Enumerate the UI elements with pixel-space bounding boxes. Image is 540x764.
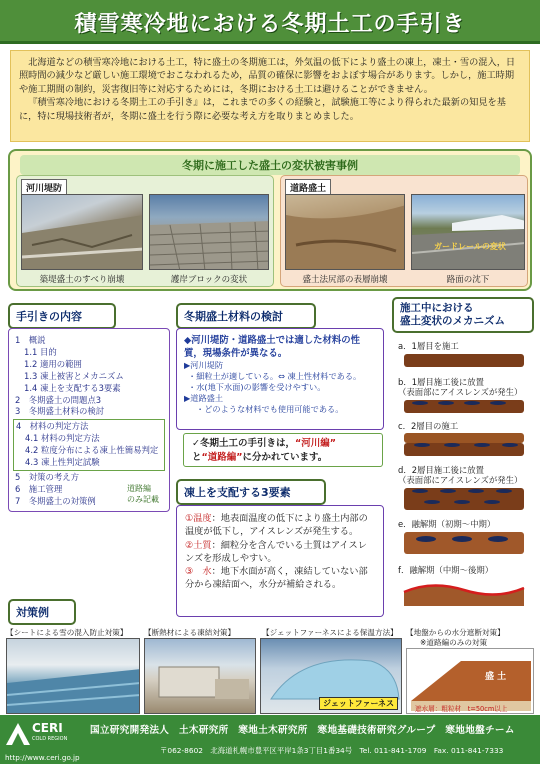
toc-item: 1.3 凍上被害とメカニズム <box>24 370 124 381</box>
frost-factor-label: ③ 水 <box>185 566 212 578</box>
ice-lens-icon <box>502 443 518 447</box>
toc-item: 5 対策の考え方 <box>15 471 79 482</box>
frost-factor-text: ：細粒分を含んでいる土質はアイスレンズを形成しやすい。 <box>185 539 367 564</box>
jet-furnace-label: ジェットファーネス <box>319 697 398 710</box>
ceri-logo-text: CERI <box>32 721 63 735</box>
mechanism-heading-line: 施工中における <box>400 302 474 314</box>
ice-lens-icon <box>412 401 428 405</box>
editions-text: と <box>192 452 202 463</box>
organization-name: 国立研究開発法人 土木研究所 寒地土木研究所 寒地基礎技術研究グループ 寒地地盤チーム <box>90 725 515 736</box>
layer-diagram-c-top <box>404 433 524 443</box>
frost-heading: 凍上を支配する3要素 <box>176 479 326 505</box>
ceri-logo-sub: COLD REGION <box>32 736 68 742</box>
ice-lens-icon <box>488 536 508 542</box>
toc-item: 4.3 凍上性判定試験 <box>25 457 100 468</box>
river-dike-tag: 河川堤防 <box>21 179 67 196</box>
toc-road-note-line: のみ記載 <box>127 495 159 504</box>
mechanism-section <box>392 297 534 627</box>
layer-diagram-b <box>404 400 524 413</box>
frost-factor-temperature <box>185 512 375 539</box>
layer-diagram-a <box>404 354 524 367</box>
toc-item: 4.1 材料の判定方法 <box>25 433 100 444</box>
ice-lens-icon <box>440 489 456 493</box>
road-settlement-photo <box>411 194 525 270</box>
mechanism-heading <box>392 297 534 333</box>
ice-lens-icon <box>474 443 490 447</box>
frost-factors-box <box>176 505 384 617</box>
ice-lens-icon <box>496 489 512 493</box>
insulation-photo <box>144 638 256 714</box>
toc-item: 1 概説 <box>15 335 46 345</box>
ice-lens-icon <box>468 489 484 493</box>
toc-road-only-group <box>13 419 165 471</box>
toc-item: 1.4 凍上を支配する3要素 <box>24 382 121 393</box>
toc-box <box>8 328 170 512</box>
ice-lens-icon <box>454 500 470 504</box>
toc-heading: 手引きの内容 <box>8 303 116 329</box>
toc-item: 1.1 目的 <box>24 346 57 357</box>
material-river: ▶河川堤防 <box>184 360 224 370</box>
revetment-block-photo <box>149 194 269 270</box>
organization-address: 〒062-8602 北海道札幌市豊平区平岸1条3丁目1番34号 Tel. 011-841-1709 Fax. 011-841-7333 <box>160 746 504 755</box>
material-road-1: ・どのような材料でも使用可能である。 <box>196 404 344 414</box>
intro-box <box>10 50 530 142</box>
toc-item: 6 施工管理 <box>15 483 63 494</box>
editions-river: “河川編” <box>294 438 336 449</box>
caption-slope-failure: 盛土法尻部の表層崩壊 <box>302 275 388 285</box>
frost-factor-label: ②土質 <box>185 539 212 551</box>
river-dike-panel <box>16 175 274 287</box>
countermeasure-furnace-label: 【ジェットファーネスによる保温方法】 <box>262 628 398 637</box>
editions-text: ✓冬期土工の手引きは， <box>192 438 295 449</box>
stage-b-note: （表面部にアイスレンズが発生） <box>398 387 523 397</box>
countermeasure-water-note: ※道路編のみの対策 <box>420 638 488 647</box>
frost-factor-water <box>185 565 375 592</box>
ice-lens-icon <box>412 489 428 493</box>
road-embankment-panel <box>280 175 528 287</box>
mechanism-heading-line: 盛土変状のメカニズム <box>400 315 505 327</box>
ice-lens-icon <box>464 401 480 405</box>
ice-lens-icon <box>424 500 440 504</box>
intro-paragraph-1: 北海道などの積雪寒冷地における土工，特に盛土の冬期施工は，外気温の低下により盛土の凍上，凍土・雪の混入，日照時間の減少など厳しい施工環境でおこなわれるため，品質の確保に影響をおよぼす場合があります。しかし，施工時期や施工期間の制約，災害復旧等に対応するためには，冬期における土工は避けることができません。 <box>19 57 516 95</box>
toc-item: 4.2 粒度分布による凍上性簡易判定 <box>25 445 159 456</box>
header-bar <box>0 0 540 44</box>
toc-item: 1.2 適用の範囲 <box>24 358 82 369</box>
editions-text: に分かれています。 <box>242 452 328 463</box>
toc-road-note-line: 道路編 <box>127 484 151 493</box>
damage-section-title: 冬期に施工した盛土の変状被害事例 <box>20 155 520 175</box>
material-river-2: ・水(地下水面)の影響を受けやすい。 <box>188 382 326 392</box>
countermeasure-heading: 対策例 <box>8 599 76 625</box>
stage-d: d．2層目施工後に放置 <box>398 465 485 475</box>
layer-diagram-d <box>404 488 524 510</box>
toc-item: 4 材料の判定方法 <box>16 421 89 432</box>
toc-item: 7 冬期盛土の対策例 <box>15 495 96 506</box>
material-river-1: ・細粒土が適している。⇔ 凍上性材料である。 <box>188 371 362 381</box>
layer-diagram-c <box>404 443 524 456</box>
editions-road: “道路編” <box>201 452 243 463</box>
countermeasure-water-label: 【地盤からの水分遮断対策】 <box>406 628 505 637</box>
stage-a: a．1層目を施工 <box>398 341 459 351</box>
stage-f: f．融解期（中期〜後期） <box>398 565 494 575</box>
toc-item: 3 冬期盛土材料の検討 <box>15 406 105 417</box>
ceri-logo <box>4 719 66 751</box>
frost-factor-soil <box>185 539 375 566</box>
ice-lens-icon <box>438 401 454 405</box>
website-link[interactable]: http://www.ceri.go.jp <box>5 753 80 762</box>
road-embankment-tag: 道路盛土 <box>285 179 331 196</box>
jet-furnace-photo <box>260 638 402 714</box>
damage-examples-section <box>8 149 532 291</box>
ice-lens-icon <box>490 401 506 405</box>
material-road: ▶道路盛土 <box>184 393 224 403</box>
ice-lens-icon <box>414 443 430 447</box>
countermeasure-sheet-label: 【シートによる雪の混入防止対策】 <box>6 628 128 637</box>
page-title: 積雪寒冷地における冬期土工の手引き <box>74 12 466 37</box>
ice-lens-icon <box>452 536 472 542</box>
slope-failure-photo <box>285 194 405 270</box>
caption-road-settlement: 路面の沈下 <box>446 275 490 285</box>
countermeasure-insulation-label: 【断熱材による凍結対策】 <box>144 628 236 637</box>
material-heading: 冬期盛土材料の検討 <box>176 303 316 329</box>
layer-diagram-f <box>402 578 526 608</box>
stage-c: c．2層目の施工 <box>398 421 459 431</box>
water-cutoff-diagram <box>406 648 534 714</box>
sheet-cover-photo <box>6 638 140 714</box>
stage-d-note: （表面部にアイスレンズが発生） <box>398 475 523 485</box>
frost-factor-text: ：地表面温度の低下により盛土内部の温度が低下し，アイスレンズが発生する。 <box>185 513 368 538</box>
frost-factor-label: ①温度 <box>185 513 212 524</box>
frost-factor-text: ：地下水面が高く，凍結していない部分から凍結面へ，水分が補給される。 <box>185 566 368 591</box>
mound-label: 盛 土 <box>485 672 507 682</box>
intro-paragraph-2: 『積雪寒冷地における冬期土工の手引き』は，これまでの多くの経験と，試験施工等により得られた最新の知見を基に，特に現場技術者が，冬期に盛土を行う際に必要な考え方を取りまとめました。 <box>19 97 506 122</box>
ice-lens-icon <box>484 500 500 504</box>
guardrail-label: ガードレールの変状 <box>434 242 506 251</box>
layer-diagram-e <box>404 532 524 554</box>
stage-e: e．融解期（初期〜中期） <box>398 519 496 529</box>
toc-item: 2 冬期盛土の問題点3 <box>15 394 102 405</box>
toc-road-note <box>127 483 159 505</box>
caption-embankment-slide: 築堤盛土のすべり崩壊 <box>39 275 125 285</box>
ice-lens-icon <box>416 536 436 542</box>
editions-note <box>183 433 383 467</box>
caption-revetment-block: 護岸ブロックの変状 <box>170 275 248 285</box>
cutoff-layer-label: 遮水層：粗粒材 t=50cm以上 <box>415 705 508 713</box>
stage-b: b．1層目施工後に放置 <box>398 377 485 387</box>
ice-lens-icon <box>444 443 460 447</box>
material-lead: ◆河川堤防・道路盛土では適した材料の性質，現場条件が異なる。 <box>184 335 360 359</box>
footer <box>0 715 540 764</box>
material-box <box>176 328 384 430</box>
embankment-slide-photo <box>21 194 143 270</box>
